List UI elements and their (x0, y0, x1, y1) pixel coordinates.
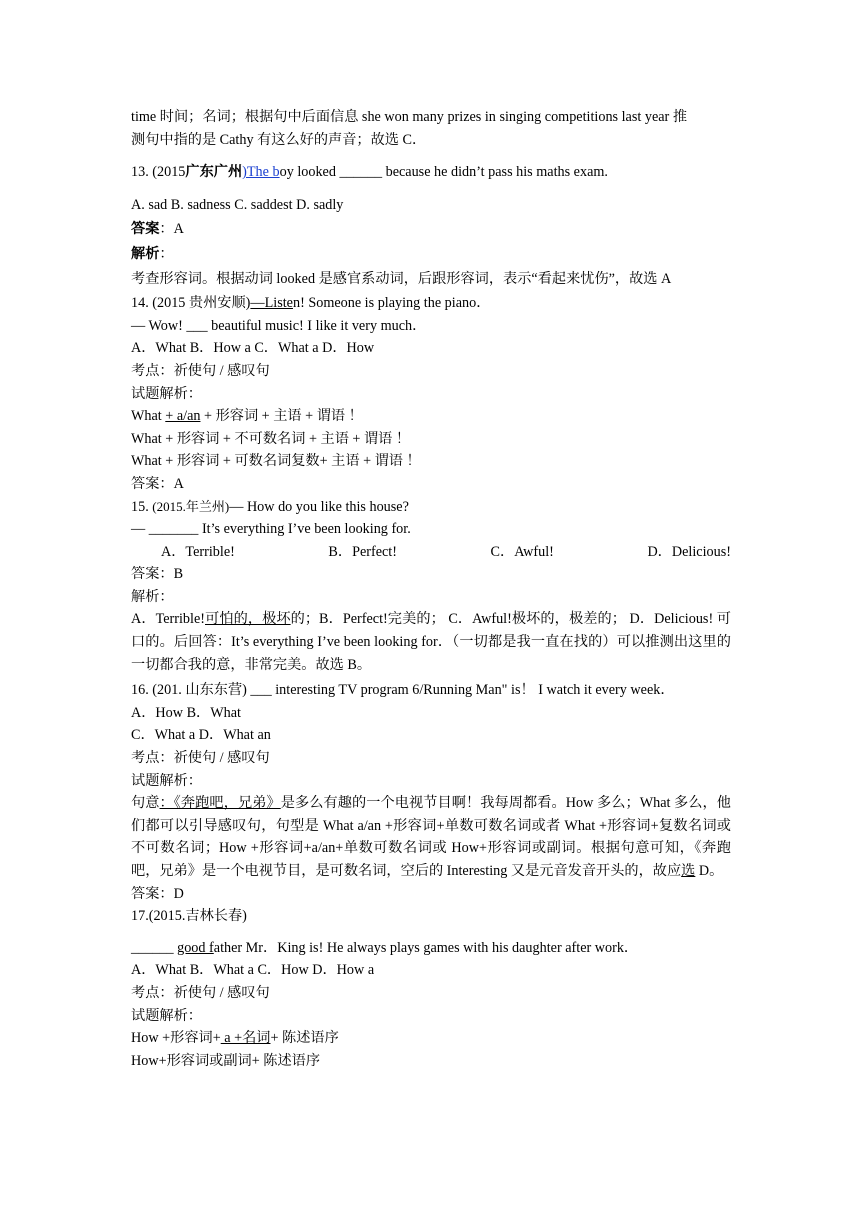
q14-jiexi-label: 试题解析： (131, 385, 202, 402)
q14-stem: 14. (2015 贵州安顺)—Listen! Someone is playing the piano． (131, 295, 491, 312)
q14-answer: 答案：A (131, 475, 184, 492)
q17-rule-1: How +形容词+ a +名词+ 陈述语序 (131, 1030, 339, 1047)
q16-explanation: 句意：《奔跑吧，兄弟》是多么有趣的一个电视节目啊！我每周都看。How 多么；What 多么，他们都可以引导感叹句，句型是 What a/an +形容词+单数可数名词或者 What +形容词+复数名词或不可数名词；How +形容词+a/an+单数可数名词或 How+形容词或副词。根据句意可知，《奔跑吧，兄弟》是一个电视节目，是可数名词，空后的 Interesting 又是元音发音开头的，故应选 D。 (131, 795, 731, 879)
q15-option-a: A．Terrible! (161, 543, 235, 560)
q15-option-b: B．Perfect! (328, 543, 397, 560)
q13-hyperlink[interactable]: )The b (242, 164, 280, 181)
q13-answer: 答案：A (131, 221, 184, 238)
q17-jiexi-label: 试题解析： (131, 1007, 202, 1024)
q13-stem: 13. (2015广东广州)The boy looked ______ because he didn’t pass his maths exam. (131, 164, 608, 181)
q13-analysis: 考查形容词。根据动词 looked 是感官系动词，后跟形容词，表示“看起来忧伤”，故选 A (131, 270, 672, 287)
q14-rule-1: What + a/an + 形容词 + 主语 + 谓语 ！ (131, 408, 363, 425)
q16-kaodian: 考点：祈使句 / 感叹句 (131, 750, 270, 767)
q14-line-2: — Wow! ___ beautiful music! I like it very much． (131, 317, 427, 334)
q17-line: ______ good father Mr．King is! He always plays games with his daughter after work． (131, 939, 639, 956)
q13-analysis-label: 解析： (131, 245, 174, 262)
q17-kaodian: 考点：祈使句 / 感叹句 (131, 984, 270, 1001)
q15-options (131, 541, 731, 564)
q15-option-d: D．Delicious! (647, 543, 731, 560)
q16-jiexi-label: 试题解析： (131, 772, 202, 789)
q14-rule-2: What + 形容词 + 不可数名词 + 主语 + 谓语 ！ (131, 430, 411, 447)
q16-answer: 答案：D (131, 885, 184, 902)
q14-rule-3: What + 形容词 + 可数名词复数+ 主语 + 谓语 ！ (131, 453, 421, 470)
q16-stem: 16. (201. 山东东营) ___ interesting TV program 6/Running Man" is！ I watch it every week． (131, 682, 675, 699)
document-body (131, 106, 731, 1072)
q16-options-line-1: A．How B．What (131, 704, 241, 721)
q15-analysis: A．Terrible!可怕的，极坏的；B．Perfect!完美的； C．Awful!极坏的，极差的； D．Delicious! 可口的。后回答：It’s everything I’ve been looking for．（一切都是我一直在找的）可以推测出这里的一切都合我的意，非常完美。故选 B。 (131, 611, 731, 673)
q16-options-line-2: C．What a D．What an (131, 727, 271, 744)
q17-rule-2: How+形容词或副词+ 陈述语序 (131, 1052, 321, 1069)
q17-options: A．What B．What a C．How D．How a (131, 962, 375, 979)
q15-line-2: — _______ It’s everything I’ve been looking for. (131, 521, 411, 538)
q15-analysis-label: 解析： (131, 588, 174, 605)
q15-option-c: C．Awful! (490, 543, 554, 560)
q15-answer: 答案：B (131, 566, 184, 583)
q14-kaodian: 考点：祈使句 / 感叹句 (131, 362, 270, 379)
q12-explanation-line-2: 测句中指的是 Cathy 有这么好的声音；故选 C． (131, 131, 427, 148)
q17-stem: 17.(2015.吉林长春) (131, 908, 247, 925)
q14-options: A．What B．How a C．What a D．How (131, 340, 375, 357)
q12-explanation-line-1: time 时间；名词；根据句中后面信息 she won many prizes in singing competitions last year 推 (131, 109, 688, 125)
q13-options: A. sad B. sadness C. saddest D. sadly (131, 196, 344, 213)
q13-location: 广东广州 (185, 164, 243, 181)
q15-stem: 15. (2015.年兰州)— How do you like this house? (131, 498, 409, 515)
